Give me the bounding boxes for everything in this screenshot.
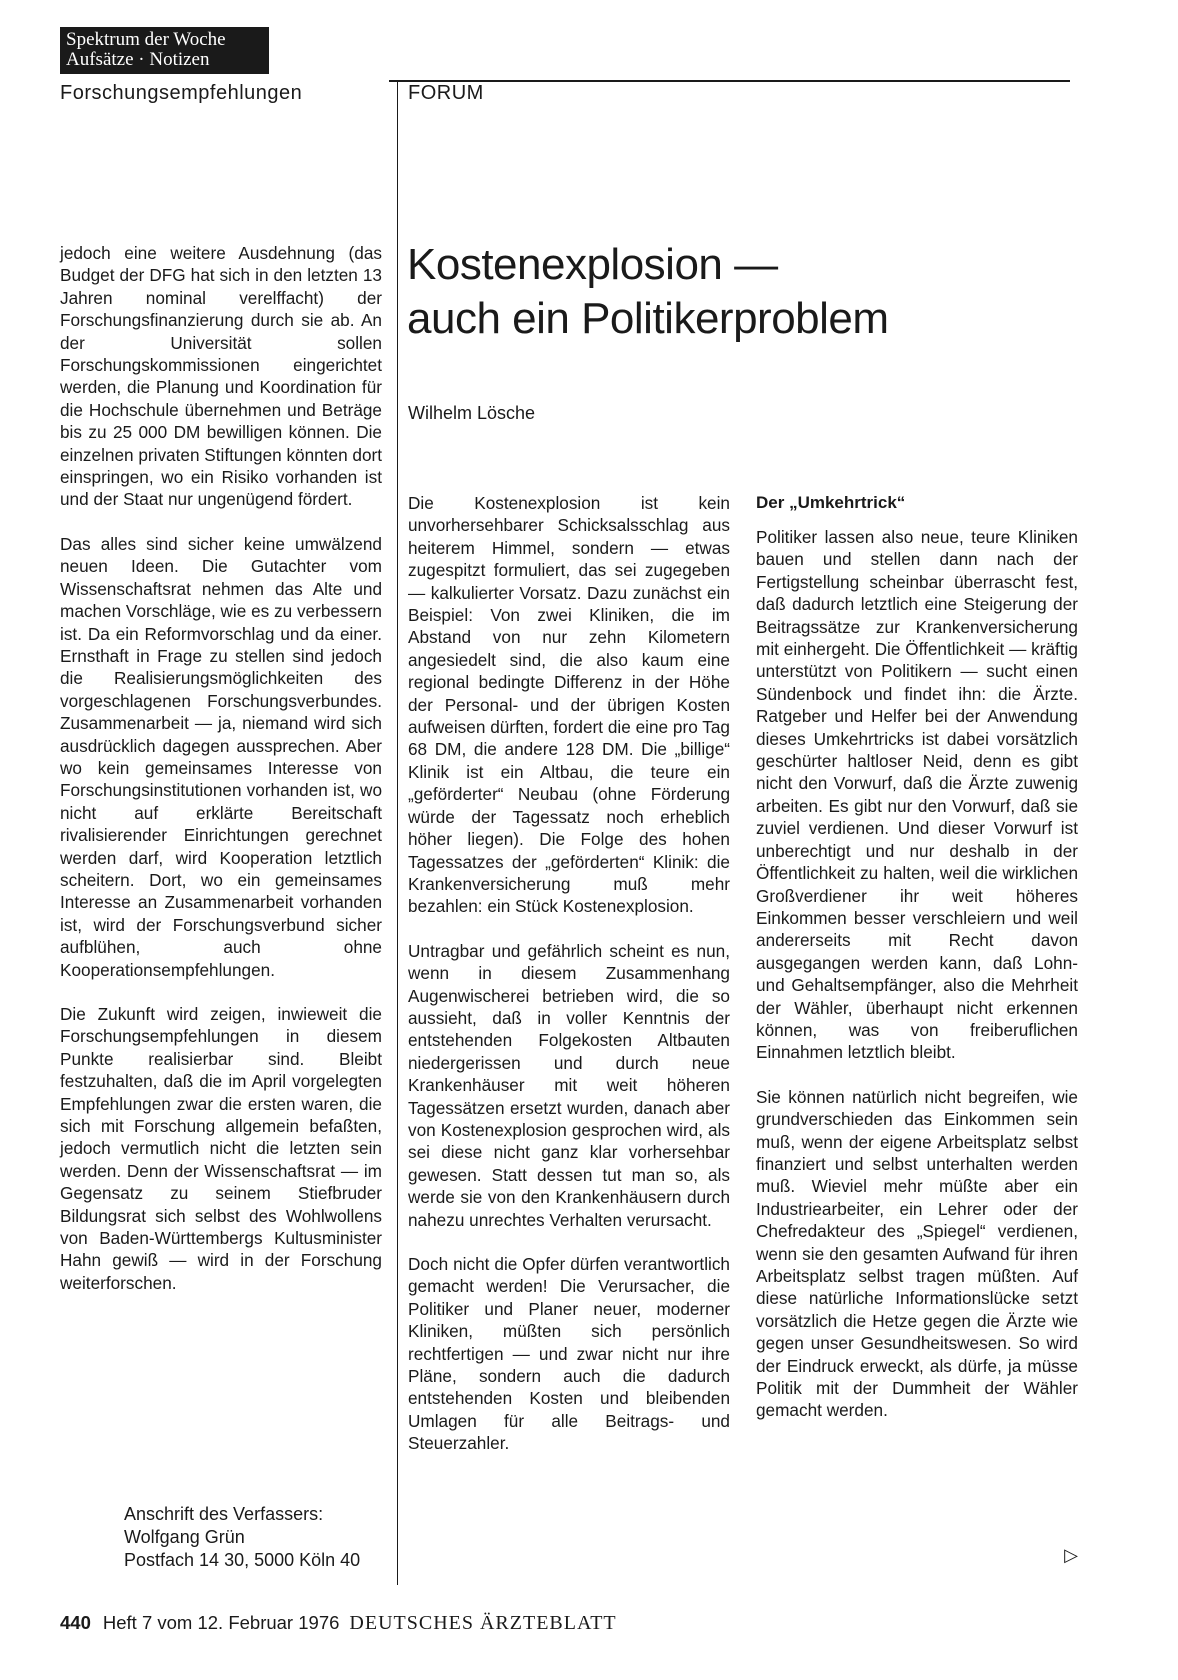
top-rule xyxy=(389,80,1070,82)
address-line: Wolfgang Grün xyxy=(124,1527,245,1547)
section-label-right: FORUM xyxy=(408,82,484,104)
issue-info: Heft 7 vom 12. Februar 1976 xyxy=(102,1612,340,1633)
paragraph: Untragbar und gefährlich scheint es nun, wenn in diesem Zusammenhang Augenwischerei betrieben wird, die so aussieht, daß in voller Kenntnis der entstehenden Folgekosten Altbauten niedergerissen und durch neue Krankenhäuser mit weit höheren Tagessätzen ersetzt wurden, danach aber von Kostenexplosion gesprochen wird, als sei diese nicht ganz klar vorhersehbar gewesen. Statt dessen tut man so, als werde sie von den Krankenhäusern durch nahezu unrechtes Verhalten verursacht. xyxy=(408,940,730,1230)
right-column xyxy=(756,492,1078,1444)
subheading: Der „Umkehrtrick“ xyxy=(756,493,906,512)
paragraph: Die Kostenexplosion ist kein unvorhersehbarer Schicksalsschlag aus heiterem Himmel, sondern — etwas zugespitzt formuliert, das sei zugegeben — kalkulierter Vorsatz. Dazu zunächst ein Beispiel: Von zwei Kliniken, die im Abstand von nur zehn Kilometern angesiedelt sind, die also kaum eine regional bedingte Differenz in der Höhe der Personal- und der übrigen Kosten aufweisen dürften, fordert die eine pro Tag 68 DM, die andere 128 DM. Die „billige“ Klinik ist ein Altbau, die teure ein „geförderter“ Neubau (ohne Förderung würde der Tagessatz noch erheblich höher liegen). Die Folge des hohen Tagessatzes der „geförderten“ Klinik: die Krankenversicherung muß mehr bezahlen: ein Stück Kostenexplosion. xyxy=(408,493,730,917)
section-badge xyxy=(60,27,269,74)
paragraph: Sie können natürlich nicht begreifen, wie grundverschieden das Einkommen sein muß, wenn der eigene Arbeitsplatz selbst finanziert und selbst unterhalten werden muß. Wieviel mehr müßte aber ein Industriearbeiter, ein Lehrer oder der Chefredakteur des „Spiegel“ verdienen, wenn sie den gesamten Aufwand für ihren Arbeitsplatz selbst tragen müßten. Auf diese natürliche Informationslücke setzt vorsätzlich die Hetze gegen die Ärzte wie gegen unser Gesundheitswesen. So wird der Eindruck erweckt, als dürfe, ja müsse Politik mit der Dummheit der Wähler gemacht werden. xyxy=(756,1086,1078,1421)
paragraph: Die Zukunft wird zeigen, inwieweit die Forschungsempfehlungen in diesem Punkte realisierbar sind. Bleibt festzuhalten, daß die im April vorgelegten Empfehlungen zwar die ersten waren, die sich mit Forschung allgemein befaßten, jedoch vermutlich nicht die letzten sein werden. Denn der Wissenschaftsrat — im Gegensatz zu seinem Stiefbruder Bildungsrat sich selbst des Wohlwollens von Baden-Württembergs Kultusminister Hahn gewiß — wird in der Forschung weiterforschen. xyxy=(60,1004,382,1293)
paragraph: Doch nicht die Opfer dürfen verantwortlich gemacht werden! Die Verursacher, die Politiker und Planer neuer, moderner Kliniken, müßten sich persönlich rechtfertigen — und zwar nicht nur ihre Pläne, sondern auch die dadurch entstehenden Kosten und bleibenden Umlagen für alle Beitrags- und Steuerzahler. xyxy=(408,1254,730,1454)
badge-line-1: Spektrum der Woche xyxy=(66,29,226,50)
author-address xyxy=(124,1503,384,1572)
paragraph: jedoch eine weitere Ausdehnung (das Budget der DFG hat sich in den letzten 13 Jahren nominal verelffacht) der Forschungsfinanzierung durch sie ab. An der Universität sollen Forschungskommissionen eingerichtet werden, die Planung und Koordination für die Hochschule übernehmen und Beträge bis zu 25 000 DM bewilligen können. Die einzelnen privaten Stiftungen könnten dort einspringen, wo ein Risiko vorhanden ist und der Staat nur ungenügend fördert. xyxy=(60,243,383,510)
paragraph: Politiker lassen also neue, teure Kliniken bauen und stellen dann nach der Fertigstellung scheinbar überrascht fest, daß dadurch letztlich eine Steigerung der Beitragssätze zur Krankenversicherung mit einhergeht. Die Öffentlichkeit — kräftig unterstützt von Politikern — sucht einen Sündenbock und findet ihn: die Ärzte. Ratgeber und Helfer bei der Anwendung dieses Umkehrtricks ist dabei vorsätzlich geschürter haltloser Neid, denn es gibt nicht den Vorwurf, daß die Ärzte zuwenig arbeiten. Es gibt nur den Vorwurf, daß sie zuviel verdienen. Und dieser Vorwurf ist unberechtigt und nur deshalb in der Öffentlichkeit zu halten, weil die wirklichen Großverdiener ihr weit höheres Einkommen besser verschleiern und weil andererseits mit Recht davon ausgegangen werden kann, daß Lohn- und Gehaltsempfänger, also die Mehrheit der Wähler, überhaupt nicht erkennen können, was von freiberuflichen Einnahmen letztlich bleibt. xyxy=(756,527,1078,1063)
article-author: Wilhelm Lösche xyxy=(408,403,536,423)
article-headline xyxy=(407,238,1107,346)
page-number: 440 xyxy=(60,1612,91,1633)
middle-column xyxy=(408,492,730,1477)
left-column xyxy=(60,242,382,1316)
paragraph: Das alles sind sicher keine umwälzend neuen Ideen. Die Gutachter vom Wissenschaftsrat nehmen das Alte und machen Vorschläge, wie es zu verbessern ist. Da ein Reformvorschlag und da einer. Ernsthaft in Frage zu stellen sind jedoch die Realisierungsmöglichkeiten des vorgeschlagenen Forschungsverbundes. Zusammenarbeit — ja, niemand wird sich ausdrücklich dagegen aussprechen. Aber wo kein gemeinsames Interesse von Forschungsinstitutionen vorhanden ist, wo nicht auf erklärte Bereitschaft rivalisierender Einrichtungen gerechnet werden darf, wird Kooperation letztlich scheitern. Dort, wo ein gemeinsames Interesse an Zusammenarbeit vorhanden ist, wird der Forschungsverbund sicher aufblühen, auch ohne Kooperationsempfehlungen. xyxy=(60,533,382,980)
section-label-left: Forschungsempfehlungen xyxy=(60,82,303,104)
badge-line-2: Aufsätze · Notizen xyxy=(66,49,210,70)
headline-line-2: auch ein Politikerproblem xyxy=(407,294,889,343)
address-line: Postfach 14 30, 5000 Köln 40 xyxy=(124,1550,361,1570)
column-divider xyxy=(397,80,398,1585)
magazine-name: DEUTSCHES ÄRZTEBLATT xyxy=(349,1612,617,1634)
address-line: Anschrift des Verfassers: xyxy=(124,1504,324,1524)
continue-arrow-icon: ▷ xyxy=(1064,1545,1078,1565)
page-footer xyxy=(60,1612,617,1635)
headline-line-1: Kostenexplosion — xyxy=(407,240,778,289)
